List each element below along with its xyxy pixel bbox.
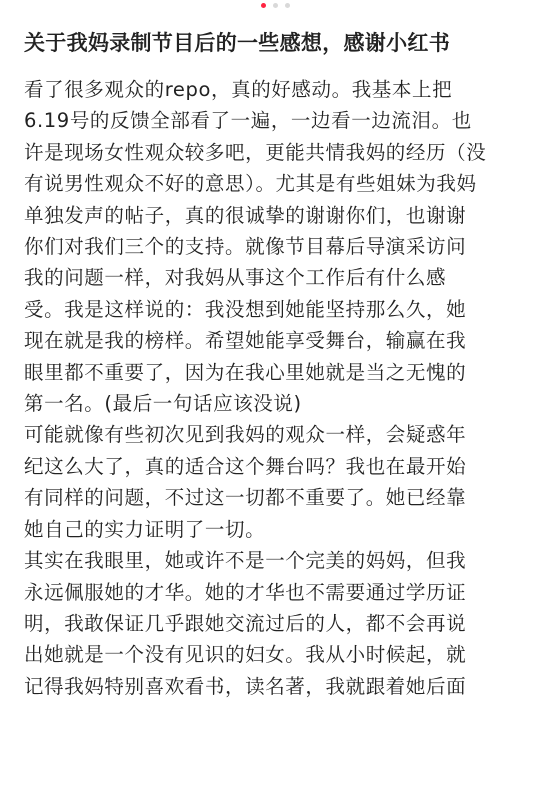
text-line: 受。我是这样说的：我没想到她能坚持那么久，她 (24, 297, 467, 321)
text-line: 我的问题一样，对我妈从事这个工作后有什么感 (24, 266, 447, 290)
text-line: 现在就是我的榜样。希望她能享受舞台，输赢在我 (24, 329, 467, 353)
pager-dot-3[interactable] (285, 3, 290, 8)
text-line: 有说男性观众不好的意思）。尤其是有些姐妹为我妈 (24, 172, 477, 196)
text-line: 单独发声的帖子，真的很诚挚的谢谢你们，也谢谢 (24, 203, 467, 227)
text-line: 其实在我眼里，她或许不是一个完美的妈妈，但我 (24, 549, 467, 573)
text-line: 你们对我们三个的支持。就像节目幕后导演采访问 (24, 235, 467, 259)
text-line: 6.19号的反馈全部看了一遍，一边看一边流泪。也 (24, 109, 472, 133)
text-line: 她自己的实力证明了一切。 (24, 517, 266, 541)
text-line: 许是现场女性观众较多吧，更能共情我妈的经历（没 (24, 140, 487, 164)
paragraph-3 (24, 545, 529, 702)
pager-dot-2[interactable] (273, 3, 278, 8)
text-line: 出她就是一个没有见识的妇女。我从小时候起，就 (24, 643, 467, 667)
note-title: 关于我妈录制节目后的一些感想，感谢小红书 (24, 31, 450, 55)
paragraph-1 (24, 74, 529, 419)
paragraph-2 (24, 419, 529, 545)
text-line: 第一名。(最后一句话应该没说) (24, 392, 302, 416)
text-line: 眼里都不重要了，因为在我心里她就是当之无愧的 (24, 360, 467, 384)
text-line: 可能就像有些初次见到我妈的观众一样，会疑惑年 (24, 423, 467, 447)
pager-dot-1[interactable] (261, 3, 266, 8)
text-line: 永远佩服她的才华。她的才华也不需要通过学历证 (24, 580, 467, 604)
text-line: 明，我敢保证几乎跟她交流过后的人，都不会再说 (24, 611, 467, 635)
text-line: 有同样的问题，不过这一切都不重要了。她已经靠 (24, 486, 467, 510)
text-line: 记得我妈特别喜欢看书，读名著，我就跟着她后面 (24, 674, 467, 698)
note-body (24, 74, 529, 702)
text-line: 看了很多观众的repo，真的好感动。我基本上把 (24, 78, 453, 101)
image-pager-dots[interactable] (0, 0, 550, 10)
text-line: 纪这么大了，真的适合这个舞台吗？我也在最开始 (24, 454, 467, 478)
